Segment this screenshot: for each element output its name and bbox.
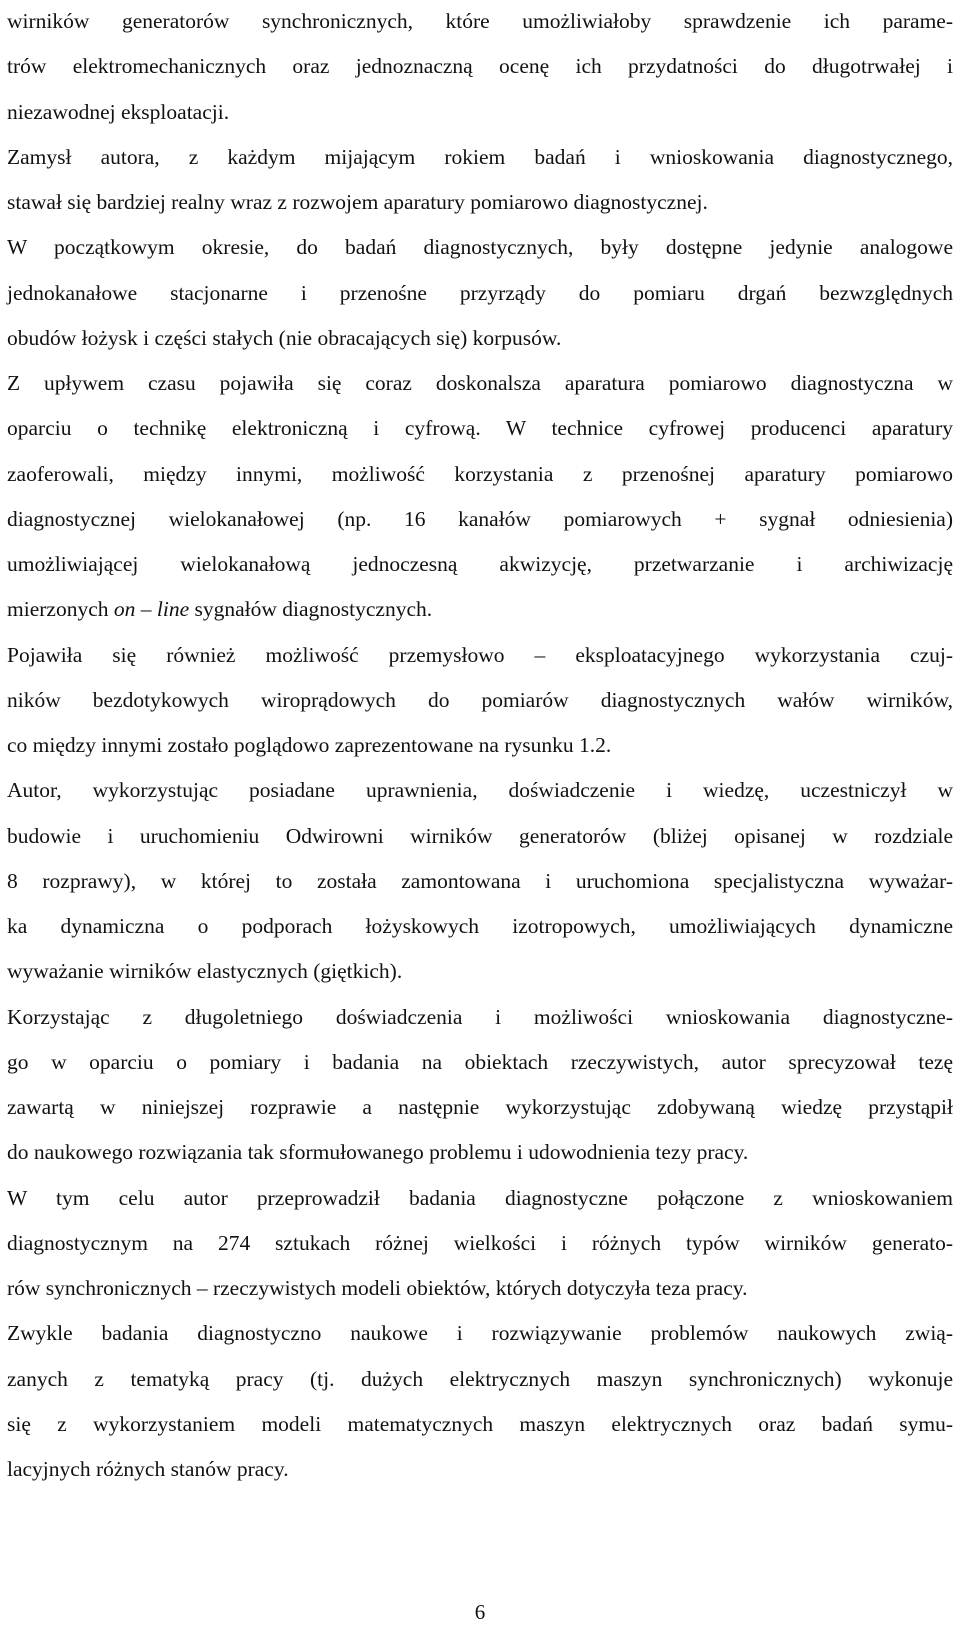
text-line-content: ników bezdotykowych wiroprądowych do pomiarów diagnostycznych wałów wirników, xyxy=(7,687,953,712)
text-line xyxy=(7,272,953,317)
text-line-content: rów synchronicznych – rzeczywistych modeli obiektów, których dotyczyła teza pracy. xyxy=(7,1276,748,1300)
text-line xyxy=(7,860,953,905)
text-line xyxy=(7,1358,953,1403)
text-line xyxy=(7,407,953,452)
text-line-content: obudów łożysk i części stałych (nie obracających się) korpusów. xyxy=(7,325,562,350)
text-line-content: oparciu o technikę elektroniczną i cyfrową. W technice cyfrowej producenci aparatury xyxy=(7,416,953,441)
text-line xyxy=(7,136,953,181)
text-line-content: co między innymi zostało poglądowo zaprezentowane na rysunku 1.2. xyxy=(7,733,612,757)
text-line xyxy=(7,996,953,1041)
text-line xyxy=(7,1222,953,1267)
text-line-content: W początkowym okresie, do badań diagnostycznych, były dostępne jedynie analogowe xyxy=(7,235,953,260)
text-line xyxy=(7,1267,953,1312)
text-line-content: wyważanie wirników elastycznych (giętkich). xyxy=(7,959,403,984)
text-line xyxy=(7,453,953,498)
text-line xyxy=(7,317,953,362)
text-line-content: go w oparciu o pomiary i badania na obiektach rzeczywistych, autor sprecyzował tezę xyxy=(7,1049,953,1074)
text-line xyxy=(7,950,953,995)
text-line-content: mierzonych xyxy=(7,597,114,622)
text-line-continuation: sygnałów diagnostycznych. xyxy=(189,597,433,622)
text-line-content: budowie i uruchomieniu Odwirowni wirników generatorów (bliżej opisanej w rozdziale xyxy=(7,823,953,848)
text-line xyxy=(7,1041,953,1086)
text-line xyxy=(7,1131,953,1176)
text-line xyxy=(7,905,953,950)
text-line xyxy=(7,1177,953,1222)
text-line-content: ka dynamiczna o podporach łożyskowych izotropowych, umożliwiających dynamiczne xyxy=(7,914,953,938)
text-line-content: Zamysł autora, z każdym mijającym rokiem badań i wnioskowania diagnostycznego, xyxy=(7,144,953,169)
text-line-content: zaoferowali, między innymi, możliwość korzystania z przenośnej aparatury pomiarowo xyxy=(7,461,953,486)
text-line xyxy=(7,543,953,588)
text-line xyxy=(7,724,953,769)
text-line-content: niezawodnej eksploatacji. xyxy=(7,99,230,124)
text-line-content: się z wykorzystaniem modeli matematycznych maszyn elektrycznych oraz badań symu- xyxy=(7,1411,953,1436)
text-line xyxy=(7,181,953,226)
text-line xyxy=(7,769,953,814)
text-line-content: Autor, wykorzystując posiadane uprawnienia, doświadczenie i wiedzę, uczestniczył w xyxy=(7,778,953,803)
text-line xyxy=(7,226,953,271)
text-line xyxy=(7,1086,953,1131)
text-line-content: zanych z tematyką pracy (tj. dużych elektrycznych maszyn synchronicznych) wykonuje xyxy=(7,1366,953,1391)
text-line-content: Zwykle badania diagnostyczno naukowe i rozwiązywanie problemów naukowych zwią- xyxy=(7,1321,953,1346)
text-line-content: 8 rozprawy), w której to została zamontowana i uruchomiona specjalistyczna wyważar- xyxy=(7,868,953,893)
text-line-content: Pojawiła się również możliwość przemysłowo – eksploatacyjnego wykorzystania czuj- xyxy=(7,642,953,667)
text-line-content: wirników generatorów synchronicznych, które umożliwiałoby sprawdzenie ich parame- xyxy=(7,9,953,33)
text-line-content: zawartą w niniejszej rozprawie a następnie wykorzystując zdobywaną wiedzę przystąpił xyxy=(7,1095,953,1119)
text-line-content: trów elektromechanicznych oraz jednoznaczną ocenę ich przydatności do długotrwałej i xyxy=(7,54,953,79)
text-line xyxy=(7,679,953,724)
text-line-content: diagnostycznej wielokanałowej (np. 16 kanałów pomiarowych + sygnał odniesienia) xyxy=(7,506,953,531)
page-number: 6 xyxy=(474,1600,486,1624)
text-line xyxy=(7,91,953,136)
text-line-content: diagnostycznym na 274 sztukach różnej wielkości i różnych typów wirników generato- xyxy=(7,1230,953,1255)
text-line-content: lacyjnych różnych stanów pracy. xyxy=(7,1457,289,1481)
italic-term: on – line xyxy=(113,597,190,622)
text-line xyxy=(7,1448,953,1493)
text-line xyxy=(7,1312,953,1357)
text-line-content: do naukowego rozwiązania tak sformułowanego problemu i udowodnienia tezy pracy. xyxy=(7,1140,749,1165)
text-line-content: Z upływem czasu pojawiła się coraz doskonalsza aparatura pomiarowo diagnostyczna w xyxy=(7,371,953,395)
body-text xyxy=(7,0,953,1493)
text-line xyxy=(7,362,953,407)
text-line-content: stawał się bardziej realny wraz z rozwojem aparatury pomiarowo diagnostycznej. xyxy=(7,190,708,214)
text-line xyxy=(7,1403,953,1448)
text-line xyxy=(7,634,953,679)
text-line-content: W tym celu autor przeprowadził badania diagnostyczne połączone z wnioskowaniem xyxy=(7,1185,953,1210)
text-line xyxy=(7,0,953,45)
text-line-content: Korzystając z długoletniego doświadczenia i możliwości wnioskowania diagnostyczne- xyxy=(7,1004,953,1029)
text-line xyxy=(7,45,953,90)
text-line xyxy=(7,815,953,860)
text-line-content: jednokanałowe stacjonarne i przenośne przyrządy do pomiaru drgań bezwzględnych xyxy=(7,280,953,305)
text-line-content: umożliwiającej wielokanałową jednoczesną akwizycję, przetwarzanie i archiwizację xyxy=(7,552,953,576)
text-line xyxy=(7,588,953,633)
text-line xyxy=(7,498,953,543)
